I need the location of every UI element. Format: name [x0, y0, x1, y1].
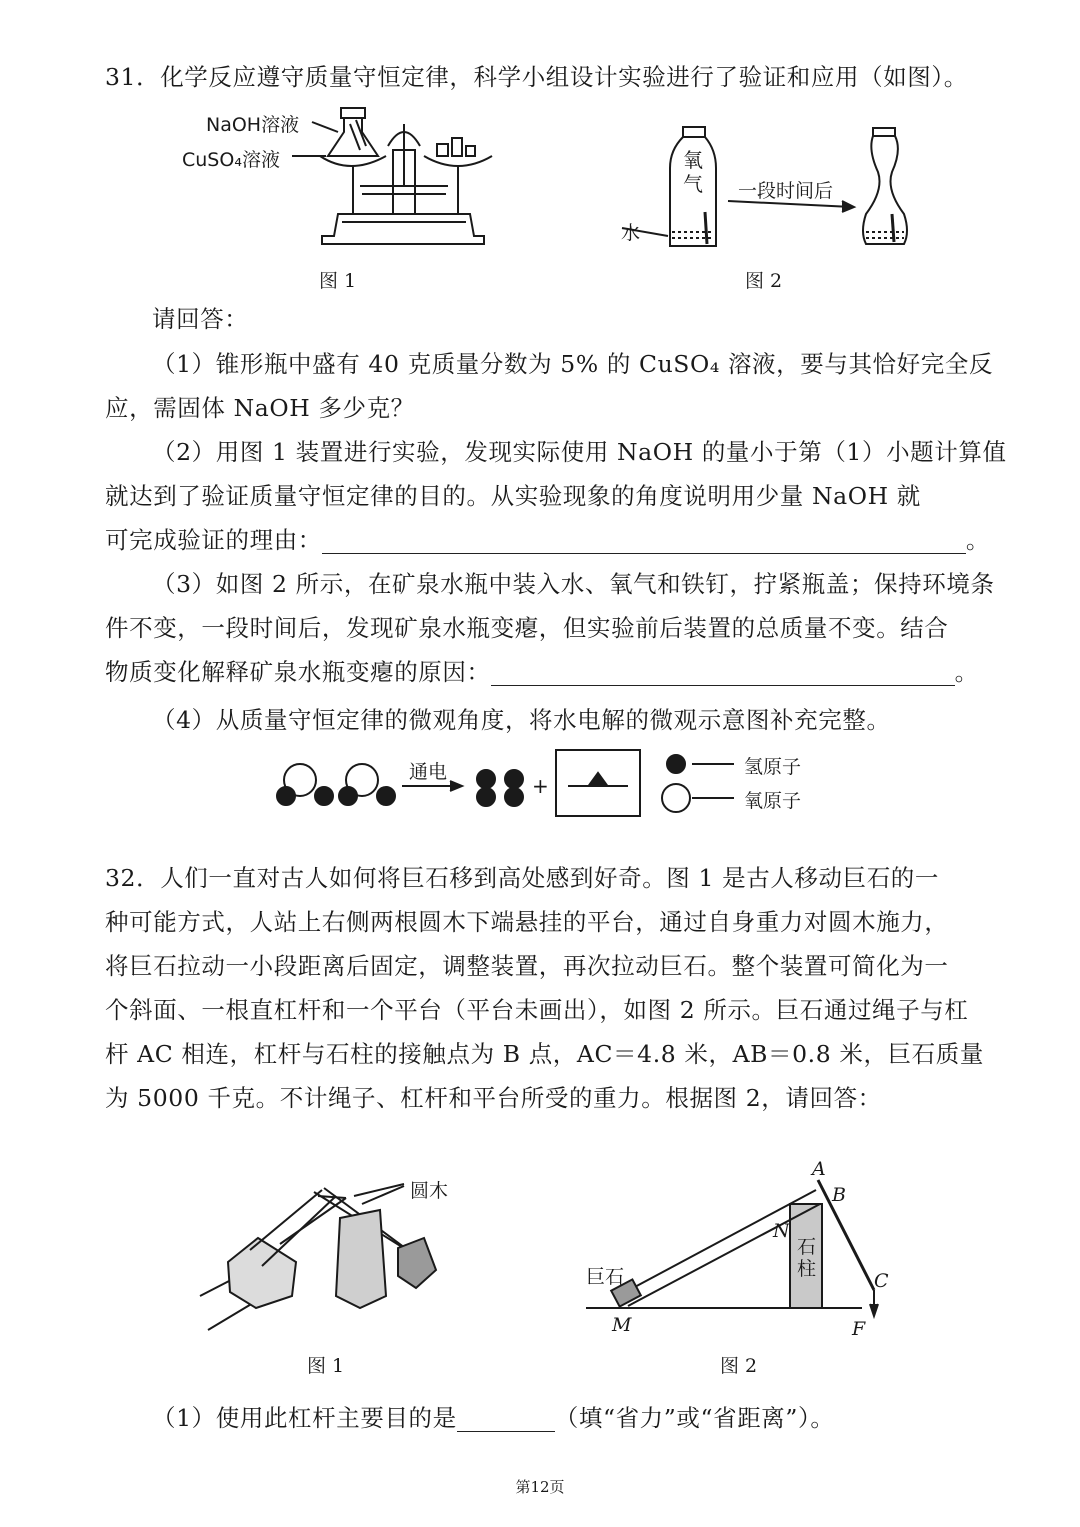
- q32-line1: 32．人们一直对古人如何将巨石移到高处感到好奇。图 1 是古人移动巨石的一: [105, 864, 939, 892]
- point-a-label: A: [812, 1158, 826, 1180]
- q31-stem: 31．化学反应遵守质量守恒定律，科学小组设计实验进行了验证和应用（如图）。: [105, 63, 968, 91]
- q31-prompt: 请回答：: [152, 305, 249, 333]
- arrow-after-time-label: 一段时间后: [738, 180, 834, 202]
- point-m-label: M: [612, 1314, 632, 1336]
- plus-sign: +: [532, 774, 549, 798]
- q32-line3: 将巨石拉动一小段距离后固定，调整装置，再次拉动巨石。整个装置可简化为一: [105, 952, 949, 980]
- end-mark: 。: [954, 658, 979, 686]
- q32-line6: 为 5000 千克。不计绳子、杠杆和平台所受的重力。根据图 2，请回答：: [105, 1084, 882, 1112]
- legend-oxygen-label: 氧原子: [744, 790, 802, 812]
- q31-p3-line1: （3）如图 2 所示，在矿泉水瓶中装入水、氧气和铁钉，拧紧瓶盖；保持环境条: [152, 570, 995, 598]
- bottle-oxygen-label: 氧气: [683, 148, 703, 196]
- point-n-label: N: [773, 1220, 790, 1242]
- q31-p3-line2: 件不变，一段时间后，发现矿泉水瓶变瘪，但实验前后装置的总质量不变。结合: [105, 614, 949, 642]
- q32-p1-pre: （1）使用此杠杆主要目的是: [152, 1404, 457, 1432]
- label-water: 水: [621, 222, 641, 244]
- q31-p1-line1: （1）锥形瓶中盛有 40 克质量分数为 5% 的 CuSO₄ 溶液，要与其恰好完全反: [152, 350, 994, 378]
- page-number: 第12页: [515, 1478, 565, 1496]
- q32-fig2-caption: 图 2: [720, 1355, 758, 1377]
- answer-blank-q32-p1[interactable]: [457, 1403, 555, 1432]
- point-b-label: B: [832, 1184, 846, 1206]
- q31-p4: （4）从质量守恒定律的微观角度，将水电解的微观示意图补充完整。: [152, 706, 891, 734]
- lever-ac: [818, 1180, 874, 1290]
- end-mark: 。: [965, 526, 991, 554]
- q31-p1-line2: 应，需固体 NaOH 多少克？: [105, 394, 415, 422]
- q32-fig1-caption: 图 1: [307, 1355, 345, 1377]
- q31-fig1-caption: 图 1: [319, 270, 357, 292]
- incline-lower: [618, 1190, 816, 1296]
- q32-line2: 种可能方式，人站上右侧两根圆木下端悬挂的平台，通过自身重力对圆木施力，: [105, 908, 949, 936]
- point-c-label: C: [874, 1270, 889, 1292]
- arrow-electrolysis-label: 通电: [409, 761, 448, 783]
- boulder-label: 巨石: [586, 1266, 625, 1288]
- force-f-arrow: [870, 1304, 878, 1316]
- q31-p3-line3: 物质变化解释矿泉水瓶变瘪的原因：: [105, 658, 491, 686]
- label-round-wood: 圆木: [410, 1180, 449, 1202]
- q32-line4: 个斜面、一根直杠杆和一个平台（平台未画出），如图 2 所示。巨石通过绳子与杠: [105, 996, 969, 1024]
- label-cuso4-solution: CuSO₄溶液: [182, 149, 280, 171]
- force-f-label: F: [852, 1318, 866, 1340]
- q32-p1-post: （填“省力”或“省距离”）。: [554, 1404, 835, 1432]
- pillar-label: 石柱: [797, 1236, 817, 1280]
- q31-p2-line2: 就达到了验证质量守恒定律的目的。从实验现象的角度说明用少量 NaOH 就: [105, 482, 921, 510]
- legend-hydrogen-label: 氢原子: [744, 756, 802, 778]
- q31-p2-line3: 可完成验证的理由：: [105, 526, 322, 554]
- q31-fig2-caption: 图 2: [745, 270, 783, 292]
- label-naoh-solution: NaOH溶液: [206, 114, 300, 136]
- q32-line5: 杆 AC 相连，杠杆与石柱的接触点为 B 点，AC＝4.8 米，AB＝0.8 米，巨石质量: [105, 1040, 984, 1068]
- q31-p2-line1: （2）用图 1 装置进行实验，发现实际使用 NaOH 的量小于第（1）小题计算值: [152, 438, 1007, 466]
